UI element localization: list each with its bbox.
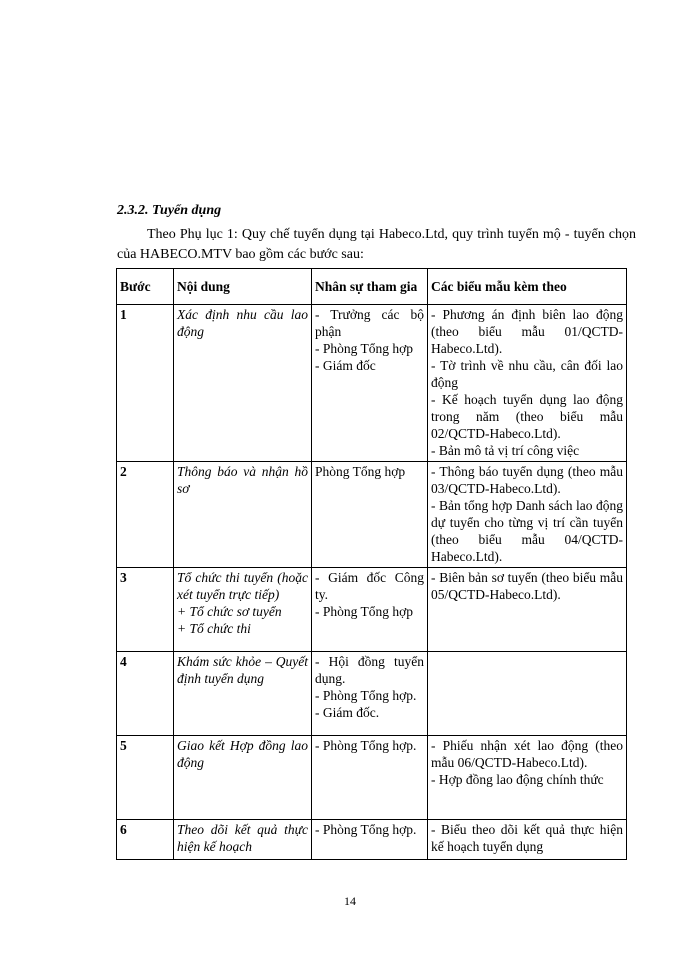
step-forms-line: - Biểu theo dõi kết quả thực hiện kế hoạch tuyển dụng	[431, 822, 623, 854]
step-staff	[312, 652, 428, 736]
step-staff	[312, 305, 428, 462]
page-number: 14	[344, 894, 356, 908]
step-staff-line: - Phòng Tổng hợp.	[315, 822, 417, 837]
table-row	[117, 568, 627, 652]
section-heading: 2.3.2. Tuyển dụng	[117, 203, 222, 218]
step-number: 2	[117, 462, 174, 568]
table-header-row	[117, 269, 627, 305]
step-content-line: Giao kết Hợp đồng lao động	[177, 738, 308, 770]
header-forms: Các biểu mẫu kèm theo	[428, 269, 627, 305]
intro-paragraph: Theo Phụ lục 1: Quy chế tuyển dụng tại Habeco.Ltd, quy trình tuyển mộ - tuyển chọn của HABECO.MTV bao gồm các bước sau:	[117, 227, 636, 262]
step-staff	[312, 820, 428, 860]
step-forms-line: - Tờ trình về nhu cầu, cân đối lao động	[431, 358, 623, 390]
step-staff-line: - Phòng Tổng hợp.	[315, 738, 417, 753]
step-number: 1	[117, 305, 174, 462]
table-row	[117, 305, 627, 462]
step-content	[174, 305, 312, 462]
step-forms	[428, 820, 627, 860]
step-staff-line: - Trưởng các bộ phận	[315, 307, 424, 339]
step-staff-line: - Giám đốc.	[315, 705, 380, 720]
step-content-line: Theo dõi kết quả thực hiện kế hoạch	[177, 822, 308, 854]
step-number: 4	[117, 652, 174, 736]
step-content	[174, 568, 312, 652]
step-staff-line: - Phòng Tổng hợp	[315, 341, 414, 356]
step-forms-line: - Thông báo tuyển dụng (theo mẫu 03/QCTD-Habeco.Ltd).	[431, 464, 623, 496]
step-forms	[428, 652, 627, 736]
step-staff-line: Phòng Tổng hợp	[315, 464, 406, 479]
step-staff	[312, 462, 428, 568]
step-content-line: Xác định nhu cầu lao động	[177, 307, 308, 339]
recruitment-steps-table	[116, 268, 627, 860]
step-content-line: + Tổ chức sơ tuyển	[177, 604, 282, 619]
step-content	[174, 652, 312, 736]
header-staff: Nhân sự tham gia	[312, 269, 428, 305]
step-forms	[428, 568, 627, 652]
step-staff-line: - Phòng Tổng hợp	[315, 604, 414, 619]
table-row	[117, 462, 627, 568]
table-row	[117, 820, 627, 860]
step-forms-line: - Biên bản sơ tuyển (theo biểu mẫu 05/QCTD-Habeco.Ltd).	[431, 570, 623, 602]
step-staff	[312, 568, 428, 652]
step-staff-line: - Phòng Tổng hợp.	[315, 688, 417, 703]
step-forms-line: - Phiếu nhận xét lao động (theo mẫu 06/QCTD-Habeco.Ltd).	[431, 738, 623, 770]
step-forms-line: - Kế hoạch tuyển dụng lao động trong năm (theo biểu mẫu 02/QCTD-Habeco.Ltd).	[431, 392, 623, 441]
step-staff-line: - Giám đốc Công ty.	[315, 570, 424, 602]
header-step: Bước	[117, 269, 174, 305]
step-number: 5	[117, 736, 174, 820]
step-staff-line: - Giám đốc	[315, 358, 376, 373]
step-forms	[428, 462, 627, 568]
step-forms-line: - Bản tổng hợp Danh sách lao động dự tuyển cho từng vị trí cần tuyển (theo biểu mẫu 04/QCTD-Habeco.Ltd).	[431, 498, 623, 564]
header-content: Nội dung	[174, 269, 312, 305]
step-staff	[312, 736, 428, 820]
step-content	[174, 462, 312, 568]
table-row	[117, 652, 627, 736]
step-staff-line: - Hội đồng tuyển dụng.	[315, 654, 424, 686]
step-content-line: Thông báo và nhận hồ sơ	[177, 464, 308, 496]
step-number: 6	[117, 820, 174, 860]
step-content-line: + Tổ chức thi	[177, 621, 251, 636]
step-content-line: Tổ chức thi tuyển (hoặc xét tuyển trực tiếp)	[177, 570, 308, 602]
step-content	[174, 820, 312, 860]
step-forms-line: - Phương án định biên lao động (theo biểu mẫu 01/QCTD-Habeco.Ltd).	[431, 307, 623, 356]
step-forms-line: - Bản mô tả vị trí công việc	[431, 443, 580, 458]
step-forms	[428, 305, 627, 462]
step-content	[174, 736, 312, 820]
step-forms-line: - Hợp đồng lao động chính thức	[431, 772, 604, 787]
step-forms	[428, 736, 627, 820]
step-number: 3	[117, 568, 174, 652]
table-row	[117, 736, 627, 820]
step-content-line: Khám sức khỏe – Quyết định tuyển dụng	[177, 654, 308, 686]
